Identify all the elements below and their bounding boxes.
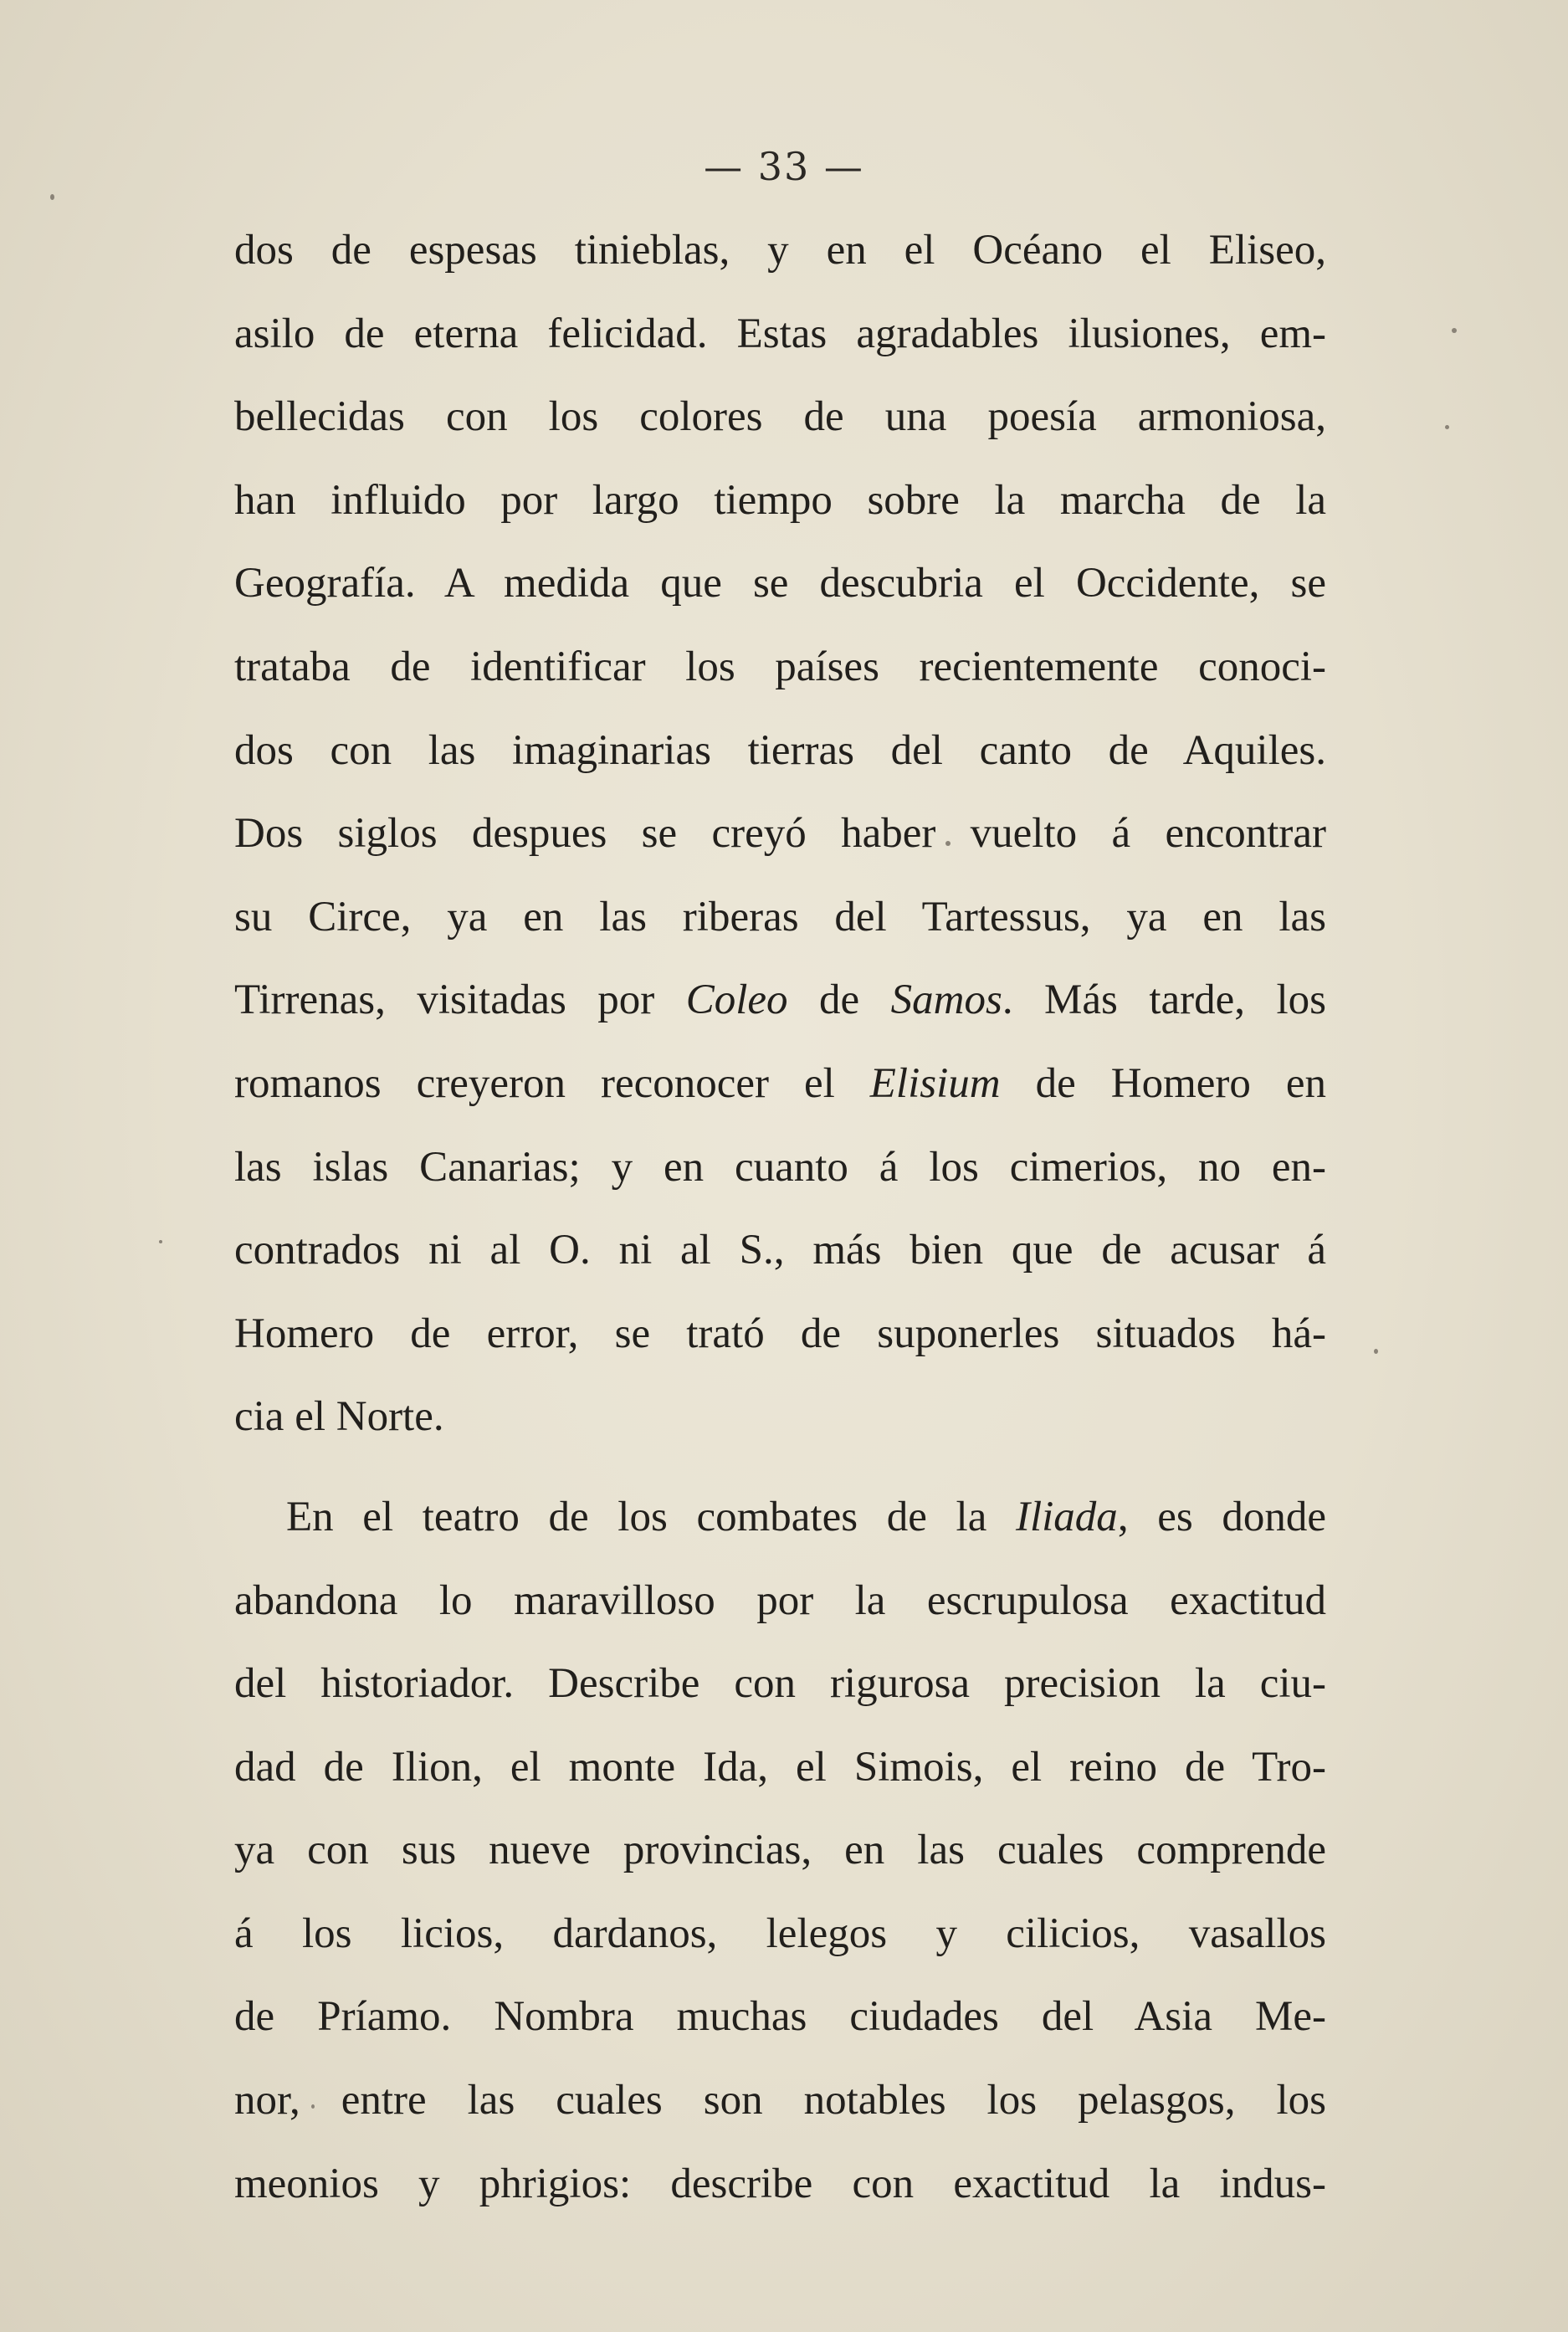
text-line-with-italics: En el teatro de los combates de la Iliada, es donde — [286, 1493, 1326, 1540]
paragraph-1 — [234, 209, 1326, 1459]
text-line: las islas Canarias; y en cuanto á los cimerios, no en- — [234, 1143, 1326, 1191]
italic-word: Samos — [890, 976, 1002, 1024]
text-line: de Príamo. Nombra muchas ciudades del Asia Me- — [234, 1993, 1326, 2041]
paragraph-gap — [234, 1459, 1326, 1476]
text-line: contrados ni al O. ni al S., más bien que de acusar á — [234, 1227, 1326, 1274]
text-line: Homero de error, se trató de suponerles situados há- — [234, 1310, 1326, 1357]
text-line: han influido por largo tiempo sobre la marcha de la — [234, 476, 1326, 524]
text-line: asilo de eterna felicidad. Estas agradables ilusiones, em- — [234, 310, 1326, 357]
text-line: meonios y phrigios: describe con exactitud la indus- — [234, 2160, 1326, 2207]
italic-word: Iliada — [1015, 1493, 1118, 1540]
text-line: bellecidas con los colores de una poesía armoniosa, — [234, 393, 1326, 441]
text-line: abandona lo maravilloso por la escrupulosa exactitud — [234, 1576, 1326, 1624]
text-line: Geografía. A medida que se descubria el Occidente, se — [234, 560, 1326, 607]
text-line: dos de espesas tinieblas, y en el Océano el Eliseo, — [234, 227, 1326, 274]
text-line: ya con sus nueve provincias, en las cuales comprende — [234, 1827, 1326, 1874]
body-text — [234, 209, 1326, 2226]
text-line: á los licios, dardanos, lelegos y cilicios, vasallos — [234, 1909, 1326, 1957]
text-line: trataba de identificar los países recientemente conoci- — [234, 643, 1326, 690]
text-line: su Circe, ya en las riberas del Tartessus, ya en las — [234, 893, 1326, 940]
text-line: del historiador. Describe con rigurosa precision la ciu- — [234, 1660, 1326, 1708]
text-line: nor, entre las cuales son notables los pelasgos, los — [234, 2077, 1326, 2124]
text-line: Dos siglos despues se creyó haber vuelto á encontrar — [234, 810, 1326, 858]
paragraph-2 — [234, 1476, 1326, 2226]
italic-word: Coleo — [685, 976, 788, 1024]
text-line-with-italics: romanos creyeron reconocer el Elisium de Homero en — [234, 1059, 1326, 1107]
text-line: dos con las imaginarias tierras del canto de Aquiles. — [234, 726, 1326, 774]
text-line: cia el Norte. — [234, 1393, 444, 1441]
text-line: dad de Ilion, el monte Ida, el Simois, el reino de Tro- — [234, 1743, 1326, 1791]
italic-word: Elisium — [869, 1059, 1001, 1107]
page-number: — 33 — — [704, 144, 864, 189]
text-line-with-italics: Tirrenas, visitadas por Coleo de Samos. Más tarde, los — [234, 976, 1327, 1024]
